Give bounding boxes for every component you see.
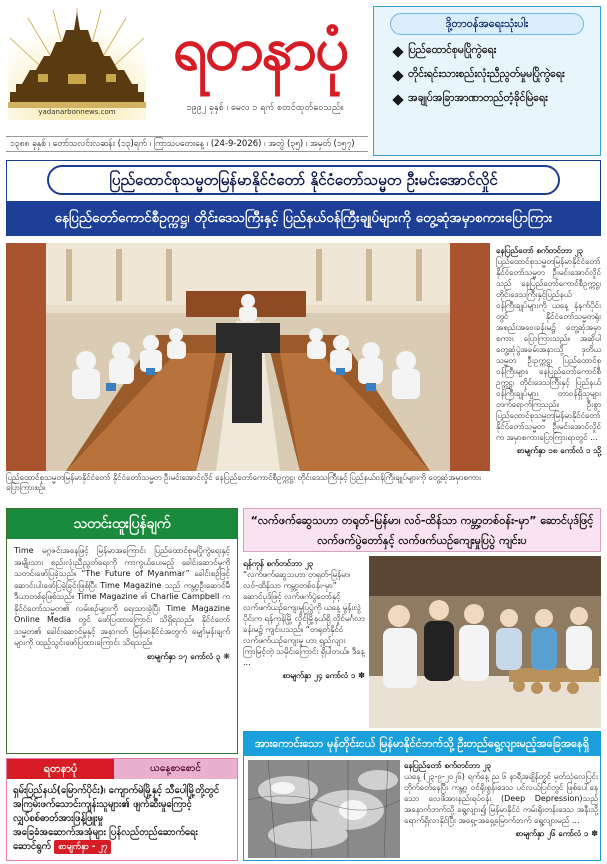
promo-tabs <box>7 759 237 779</box>
tea-festival-continued[interactable]: စာမျက်နှာ ၂၄ ကော်လံ ၁ ✽ <box>282 671 365 680</box>
tea-festival-byline: ရန်ကုန် စက်တင်ဘာ ၂၃ <box>243 559 314 568</box>
lead-story-continued[interactable]: စာမျက်နှာ ၁၈ ကော်လံ ၁ သို့ <box>516 446 601 455</box>
today-in-paper-box[interactable] <box>6 758 238 861</box>
founding-note: ၁၉၉၂ ခုနှစ် ၊ မေလ ၁ ရက် စတင်ထုတ်ဝေသည်။ <box>186 103 344 113</box>
promo-page-ref[interactable]: စာမျက်နှာ - ၂၇ <box>54 840 111 854</box>
tea-festival-text <box>243 558 365 724</box>
lead-story-body: ပြည်ထောင်စုသမ္မတမြန်မာနိုင်ငံတော် နိုင်ငံတော်သမ္မတ ဦးမင်းအောင်လှိုင်သည် နေပြည်တော်ကောင်စီဥက္ကဋ္ဌ၊ တိုင်းဒေသကြီးနှင့်ပြည်နယ်ဝန်ကြီးချုပ်များကို ယနေ့ နံနက်ပိုင်းတွင် နိုင်ငံတော်သမ္မတရုံး အစည်းအဝေးခန်းမ၌ တွေ့ဆုံအမှာစကား ပြောကြားသည်။ အဆိုပါ တွေ့ဆုံပွဲအခမ်းအနားသို့ ဒုတိယသမ္မတ ဦးဥက္ကဋ္ဌ၊ ပြည်ထောင်စု ဝန်ကြီးများ၊ နေပြည်တော်ကောင်စီဥက္ကဋ္ဌ၊ တိုင်းဒေသကြီးနှင့် ပြည်နယ်ဝန်ကြီးချုပ်များ တာဝန်ရှိသူများ တက်ရောက်ကြသည်။ ဦးစွာ ပြည်ထောင်စုသမ္မတမြန်မာနိုင်ငံတော် နိုင်ငံတော်သမ္မတ ဦးမင်းအောင်လှိုင်က အမှာစကားပြောကြားရာတွင် ... <box>496 257 601 442</box>
weather-body: ယနေ့ (၂၃-၉-၂၀၂၆) ရက်နေ့ ည ၆ နာရီအချိန်တွင် မုတ်သုံလေပြင်းတိုက်ခတ်နေပြီး ကမ္ဘာ့ ဝင်ရိုးစွန်းဒေသ ပင်လယ်ပြင်တွင် ဖြစ်ပေါ်နေသော လေဖိအားနည်းရပ်ဝန်း (Deep Depression)သည် အနောက်ဘက်သို့ ရွေ့လျား၍ မြန်မာနိုင်ငံ ကမ်းရိုးတန်းဒေသ အနီးသို့ ရောက်ရှိလာနိုင်ပြီး အရှေ့-အရှေ့မြောက်ဘက် ရွေ့လျားမည် ... <box>404 772 598 825</box>
diamond-bullet-icon <box>392 94 403 105</box>
diamond-bullet-icon <box>392 46 403 57</box>
tea-festival-headline[interactable]: “လက်ဖက်ဆွေသဟာ တရုတ်-မြန်မာ၊ လဝ်-ထိန်သာ ကမ္ဘာ့တစ်ဝန်း-မှာ” ဆောင်ပုဒ်ဖြင့် လက်ဖက်ပွဲတော်နှင့် လက်ဖက်ယဉ်ကျေးမှုပြပွဲ ကျင်းပ <box>243 508 601 552</box>
diamond-bullet-icon <box>392 70 403 81</box>
slogan-item-label: အချုပ်အခြာအာဏာတည်တံ့ခိုင်မြဲရေး <box>408 92 548 104</box>
promo-line-1: ရှမ်းပြည်နယ်(မြောက်ပိုင်း)၊ ကျောက်မဲမြို့နှင့် သီပေါမြို့တို့တွင် အကြမ်းဖက်သောင်းကျန်းသူများ၏ ဖျက်ဆီးမှုကြောင့် လျှပ်စစ်ဓာတ်အားဖြန့်ဖြူးမှု <box>13 785 220 824</box>
weather-headline[interactable]: အားကောင်းသော မုန်တိုင်းငယ် မြန်မာနိုင်ငံဘက်သို့ ဦးတည်ရွေ့လျားမည့်အခြေအနေရှိ <box>244 732 600 756</box>
slogan-item-label: ပြည်ထောင်စုမပြိုကွဲရေး <box>408 44 497 56</box>
promo-line-2-text: အခြေခံအဆောက်အအုံများ ပြန်လည်တည်ဆောက်ရေး ဆောင်ရွက် <box>13 827 198 852</box>
weather-story <box>243 731 601 861</box>
meeting-photo[interactable] <box>6 243 490 471</box>
special-news-heading[interactable]: သတင်းထူးပြန်ချက် <box>7 509 237 539</box>
issue-dateline: ၁၃၈၈ ခုနှစ် ၊ တော်သလင်းလဆန်း (၁၃)ရက် ၊ ကြာသပတေးနေ့ ၊ (24-9-2026) ၊ အတွဲ (၃၅) ၊ အမှတ် (၁၅၇) <box>6 136 368 152</box>
headline-line-2[interactable]: နေပြည်တော်ကောင်စီဥက္ကဋ္ဌ၊ တိုင်းဒေသကြီးနှင့် ပြည်နယ်ဝန်ကြီးချုပ်များကို တွေ့ဆုံအမှာစကားပြောကြား <box>7 201 600 235</box>
lead-story-byline: နေပြည်တော် စက်တင်ဘာ ၂၃ <box>496 246 584 255</box>
tea-festival-body: “လက်ဖက်ဆွေသဟာ တရုတ်-မြန်မာ၊ လဝ်-ထိန်သာ ကမ္ဘာ့တစ်ဝန်း-မှာ” ဆောင်ပုဒ်ဖြင့် လက်ဖက်ပွဲတော်နှင့် လက်ဖက်ယဉ်ကျေးမှုပြပွဲကို ယနေ့ မွန်းလွဲပိုင်းက ရန်ကုန်မြို့ လှိုင်မြို့နယ်ရှိ လှိုင်မင်္ဂလာခန်းမ၌ ကျင်းပသည်။ “တရုတ်နိုင်ငံ လက်ဖက်ယဉ်ကျေးမှု ဟာ ရှည်လျားကြာမြင့်တဲ့ သမိုင်းကြောင်း ရှိပါတယ်။ ဒီနေ့ ... <box>243 570 365 667</box>
newspaper-title: ရတနာပုံ <box>172 14 348 84</box>
promo-body <box>7 779 237 859</box>
promo-section-tab: ယနေ့စာစောင် <box>114 759 237 779</box>
satellite-image[interactable] <box>248 760 400 858</box>
weather-continued[interactable]: စာမျက်နှာ ၂၆ ကော်လံ ၁ ✽ <box>515 829 598 838</box>
lead-headline[interactable] <box>6 160 601 236</box>
pagoda-logo-icon <box>8 8 146 120</box>
slogan-box <box>373 6 601 156</box>
slogan-item-label: တိုင်းရင်းသားစည်းလုံးညီညွတ်မှုမပြိုကွဲရေး <box>408 68 565 80</box>
tea-festival-story <box>243 508 601 728</box>
special-news-box <box>6 508 238 754</box>
weather-byline: နေပြည်တော် စက်တင်ဘာ ၂၃ <box>404 761 492 770</box>
tea-festival-photo[interactable] <box>369 556 601 728</box>
headline-line-1[interactable]: ပြည်ထောင်စုသမ္မတမြန်မာနိုင်ငံတော် နိုင်ငံတော်သမ္မတ ဦးမင်းအောင်လှိုင် <box>47 165 560 195</box>
slogan-item <box>394 92 592 107</box>
website-url[interactable]: yadanarbonnews.com <box>38 108 116 116</box>
special-news-body <box>7 539 237 668</box>
slogan-item <box>394 68 592 83</box>
slogan-item <box>394 44 592 59</box>
lead-story-text <box>496 245 601 503</box>
weather-text <box>404 760 598 860</box>
promo-line-2 <box>13 826 231 854</box>
special-news-continued[interactable]: စာမျက်နှာ ၁၇ ကော်လံ ၃ ❋ <box>146 651 230 661</box>
special-news-text: Time မဂ္ဂဇင်းအနေဖြင့် မြန်မာအကြောင်း ပြည်ထောင်စုမပြိုကွဲရေးနှင့် အမျိုးသား စည်းလုံးညီညွတ်ရေးကို ကာကွယ်ပေးမည့် ခေါင်းဆောင်မှုကို သတင်းဖော်ပြခဲ့သည်။ “The Future of Myanmar” ခေါင်းစဉ်ဖြင့် ဆောင်းပါးဖော်ပြခဲ့ခြင်းဖြစ်ပြီး Time Magazine သည် ကမ္ဘာ့ဦးဆောင်မီဒီယာတစ်ခုဖြစ်သည်။ Time Magazine ၏ Charlie Campbell က နိုင်ငံတော်သမ္မတ၏ လမ်းစဉ်များကို ရေးသားခဲ့ပြီး Time Magazine Online Media တွင် ဖော်ပြထားကြောင်း သိရှိရသည်။ နိုင်ငံတော်သမ္မတ၏ ခေါင်းဆောင်မှုနှင့် အနာဂတ် မြန်မာနိုင်ငံအတွက် မျှော်မှန်းချက်များကို ထည့်သွင်းဖော်ပြထားကြောင်း သိရသည်။ <box>14 546 230 647</box>
promo-brand-tab: ရတနာပုံ <box>7 759 114 779</box>
slogan-heading: ဒို့တာဝန်အရေးသုံးပါး <box>390 13 584 35</box>
photo-caption: ပြည်ထောင်စုသမ္မတမြန်မာနိုင်ငံတော် နိုင်ငံတော်သမ္မတ ဦးမင်းအောင်လှိုင် နေပြည်တော်ကောင်စီဥက္ကဋ္ဌ၊ တိုင်းဒေသကြီးနှင့် ပြည်နယ်ဝန်ကြီးချုပ်များကို တွေ့ဆုံအမှာစကား ပြောကြားစဉ်။ <box>6 473 482 492</box>
